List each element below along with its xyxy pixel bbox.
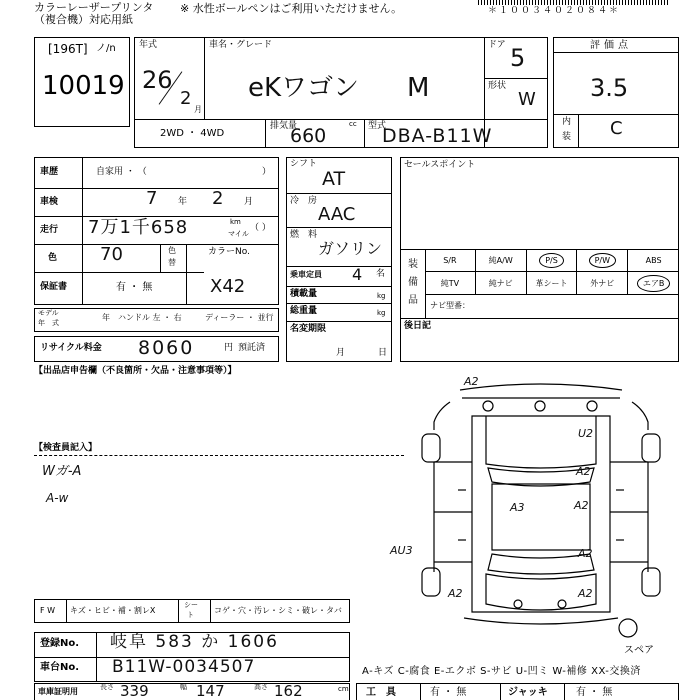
- warranty-label: 保証書: [40, 282, 68, 292]
- grade-value: M: [407, 73, 430, 103]
- exhibitor-label: 【出品店申告欄（不良箇所・欠品・注意事項等）】: [34, 366, 237, 376]
- name-label: 車名・グレード: [209, 40, 273, 50]
- door-value: 5: [510, 44, 526, 72]
- mileage-unit-mile: マイル: [228, 230, 249, 238]
- history-close: ）: [262, 167, 272, 177]
- jack-value: 有 ・ 無: [576, 687, 613, 698]
- seat-label-2: ト: [187, 611, 194, 619]
- history-label: 車歴: [40, 167, 59, 177]
- handle-label: ハンドル 左 ・ 右: [118, 313, 182, 322]
- damage-mark: A2: [576, 465, 591, 478]
- lot-code: [196T]: [48, 42, 88, 56]
- cooling-label: 冷 房: [290, 196, 318, 206]
- equipment-item: [476, 249, 527, 272]
- equipment-item: [476, 272, 527, 295]
- barcode: [478, 0, 668, 5]
- recycle-unit: 円: [224, 343, 234, 353]
- gross-unit: kg: [377, 309, 386, 317]
- equipment-side-2: 備: [408, 277, 418, 288]
- equipment-side-3: 品: [408, 295, 418, 306]
- damage-mark: U2: [578, 427, 594, 440]
- equipment-item-label: S/R: [443, 255, 457, 265]
- mileage-label: 走行: [40, 225, 59, 235]
- legend: A-キズ C-腐食 E-エクボ S-サビ U-凹ミ W-補修 XX-交換済: [362, 666, 641, 677]
- inspection-month: 2: [212, 188, 224, 209]
- equipment-item-label: 純ナビ: [488, 278, 513, 288]
- dim-height-value: 162: [274, 682, 303, 700]
- tools-value: 有 ・ 無: [430, 687, 467, 698]
- color-value: 70: [100, 244, 123, 265]
- mileage-unit-km: km: [230, 218, 241, 226]
- inspection-month-unit: 月: [244, 197, 254, 207]
- equipment-item: [425, 272, 476, 295]
- inspector-note-1: Wガ-A: [42, 464, 82, 479]
- expiry-day: 日: [378, 348, 388, 358]
- load-unit: kg: [377, 292, 386, 300]
- inspector-note-2: A-w: [46, 491, 69, 505]
- expiry-month: 月: [336, 348, 346, 358]
- history-value: 自家用 ・ （: [96, 167, 147, 177]
- year-value: 26: [142, 66, 173, 94]
- year-label: 年式: [139, 40, 158, 50]
- month-suffix: 月: [194, 105, 202, 114]
- equipment-item: [527, 249, 578, 272]
- shape-label: 形状: [488, 81, 507, 91]
- repair-label: 後日記: [404, 321, 432, 331]
- color-no-label: カラーNo.: [208, 247, 250, 257]
- capacity-unit: 名: [376, 269, 386, 279]
- dim-length: 長さ: [100, 683, 114, 691]
- dim-length-value: 339: [120, 682, 149, 700]
- equipment-item-label: P/S: [539, 253, 564, 268]
- printer-note-1: カラーレーザープリンタ: [34, 1, 154, 14]
- lot-code-suffix: ノ/n: [96, 43, 116, 54]
- color-change-1: 色: [168, 246, 176, 255]
- name-value: eKワゴン: [248, 73, 360, 103]
- fuel-label: 燃 料: [290, 230, 318, 240]
- model-value: DBA-B11W: [382, 125, 493, 147]
- equipment-item: [577, 249, 628, 272]
- capacity-label: 乗車定員: [290, 270, 322, 279]
- recycle-value: 8060: [138, 337, 195, 359]
- dim-width-value: 147: [196, 682, 225, 700]
- shape-value: W: [518, 89, 536, 110]
- equipment-side-1: 装: [408, 259, 418, 270]
- equipment-item: [577, 272, 628, 295]
- fw-options: キズ・ヒビ・補・割レX: [70, 606, 156, 615]
- displacement-label: 排気量: [270, 121, 298, 131]
- fuel-value: ガソリン: [318, 239, 383, 258]
- barcode-text: ＊１００３４０２０８４＊: [488, 6, 621, 16]
- dim-height: 高さ: [254, 683, 268, 691]
- interior-value: C: [610, 118, 623, 139]
- color-label: 色: [48, 253, 58, 263]
- interior-label-2: 装: [562, 132, 572, 142]
- recycle-status: 預託済: [238, 343, 266, 353]
- cert-label: 車庫証明用: [38, 687, 78, 696]
- spare-label: スペア: [624, 645, 654, 656]
- reg-value: 岐阜 583 か 1606: [110, 632, 279, 652]
- equipment-item-label: ABS: [645, 255, 662, 265]
- score-label: 評価点: [590, 40, 632, 51]
- inspection-year-unit: 年: [178, 197, 188, 207]
- load-label: 積載量: [290, 289, 318, 299]
- equipment-item: [628, 272, 679, 295]
- mileage-paren: （ ）: [250, 223, 271, 233]
- shift-label: シフト: [290, 159, 318, 169]
- inspection-label: 車検: [40, 197, 59, 207]
- equipment-item-label: 純TV: [440, 278, 460, 288]
- equipment-item: [527, 272, 578, 295]
- equipment-item-label: 純A/W: [488, 255, 513, 265]
- cooling-value: AAC: [318, 204, 356, 225]
- damage-mark: A2: [448, 587, 463, 600]
- recycle-label: リサイクル料金: [40, 343, 102, 353]
- model-year-unit: 年: [102, 313, 110, 322]
- expiry-label: 名変期限: [290, 324, 327, 334]
- navi-label: ナビ型番：: [430, 301, 470, 310]
- inspector-label: 【検査員記入】: [34, 443, 98, 453]
- jack-label: ジャッキ: [508, 687, 548, 698]
- inspector-rule: [34, 455, 404, 456]
- dim-width: 幅: [180, 683, 187, 691]
- damage-mark: A3: [510, 501, 525, 514]
- seat-options: コゲ・穴・汚レ・シミ・破レ・タバ: [214, 606, 342, 615]
- displacement-value: 660: [290, 125, 327, 147]
- displacement-unit: cc: [349, 120, 357, 128]
- printer-note-2: （複合機）対応用紙: [34, 13, 133, 26]
- model-year-label-2: 年 式: [38, 319, 59, 327]
- damage-mark: A2: [574, 499, 589, 512]
- equipment-item-label: エアB: [637, 275, 671, 292]
- sales-point-label: セールスポイント: [404, 160, 476, 170]
- shift-value: AT: [322, 168, 346, 190]
- model-year-label-1: モデル: [38, 309, 59, 317]
- color-change-2: 替: [168, 258, 176, 267]
- damage-mark: A2: [464, 375, 479, 388]
- ballpoint-warning: ※ 水性ボールペンはご利用いただけません。: [180, 2, 403, 15]
- warranty-value: 有 ・ 無: [116, 282, 153, 293]
- door-label: ドア: [488, 40, 506, 50]
- gross-label: 総重量: [290, 306, 318, 316]
- interior-label-1: 内: [562, 117, 572, 127]
- car-damage-diagram: [400, 372, 680, 640]
- score-value: 3.5: [590, 74, 629, 102]
- drive-label: 2WD ・ 4WD: [160, 128, 225, 139]
- equipment-item-label: 外ナビ: [590, 278, 615, 288]
- chassis-value: B11W-0034507: [112, 657, 256, 677]
- dim-unit: cm: [338, 685, 349, 693]
- tools-label: 工 具: [366, 687, 396, 698]
- month-value: 2: [180, 88, 192, 109]
- equipment-item: [628, 249, 679, 272]
- equipment-item-label: 革シート: [535, 278, 568, 288]
- equipment-item: [425, 249, 476, 272]
- chassis-label: 車台No.: [40, 662, 80, 673]
- dealer-label: ディーラー ・ 並行: [205, 313, 274, 322]
- seat-label-1: シー: [184, 601, 198, 609]
- inspection-year: 7: [146, 188, 158, 209]
- equipment-item-label: P/W: [589, 253, 616, 268]
- damage-mark: A2: [578, 587, 593, 600]
- fw-label: F W: [40, 606, 56, 615]
- reg-label: 登録No.: [40, 638, 80, 649]
- mileage-value: 7万1千658: [88, 217, 189, 238]
- color-no-value: X42: [210, 276, 246, 297]
- lot-number: 10019: [42, 71, 125, 101]
- damage-mark: AU3: [390, 544, 413, 557]
- capacity-value: 4: [352, 265, 363, 284]
- damage-mark: A2: [578, 547, 593, 560]
- model-label: 型式: [368, 121, 387, 131]
